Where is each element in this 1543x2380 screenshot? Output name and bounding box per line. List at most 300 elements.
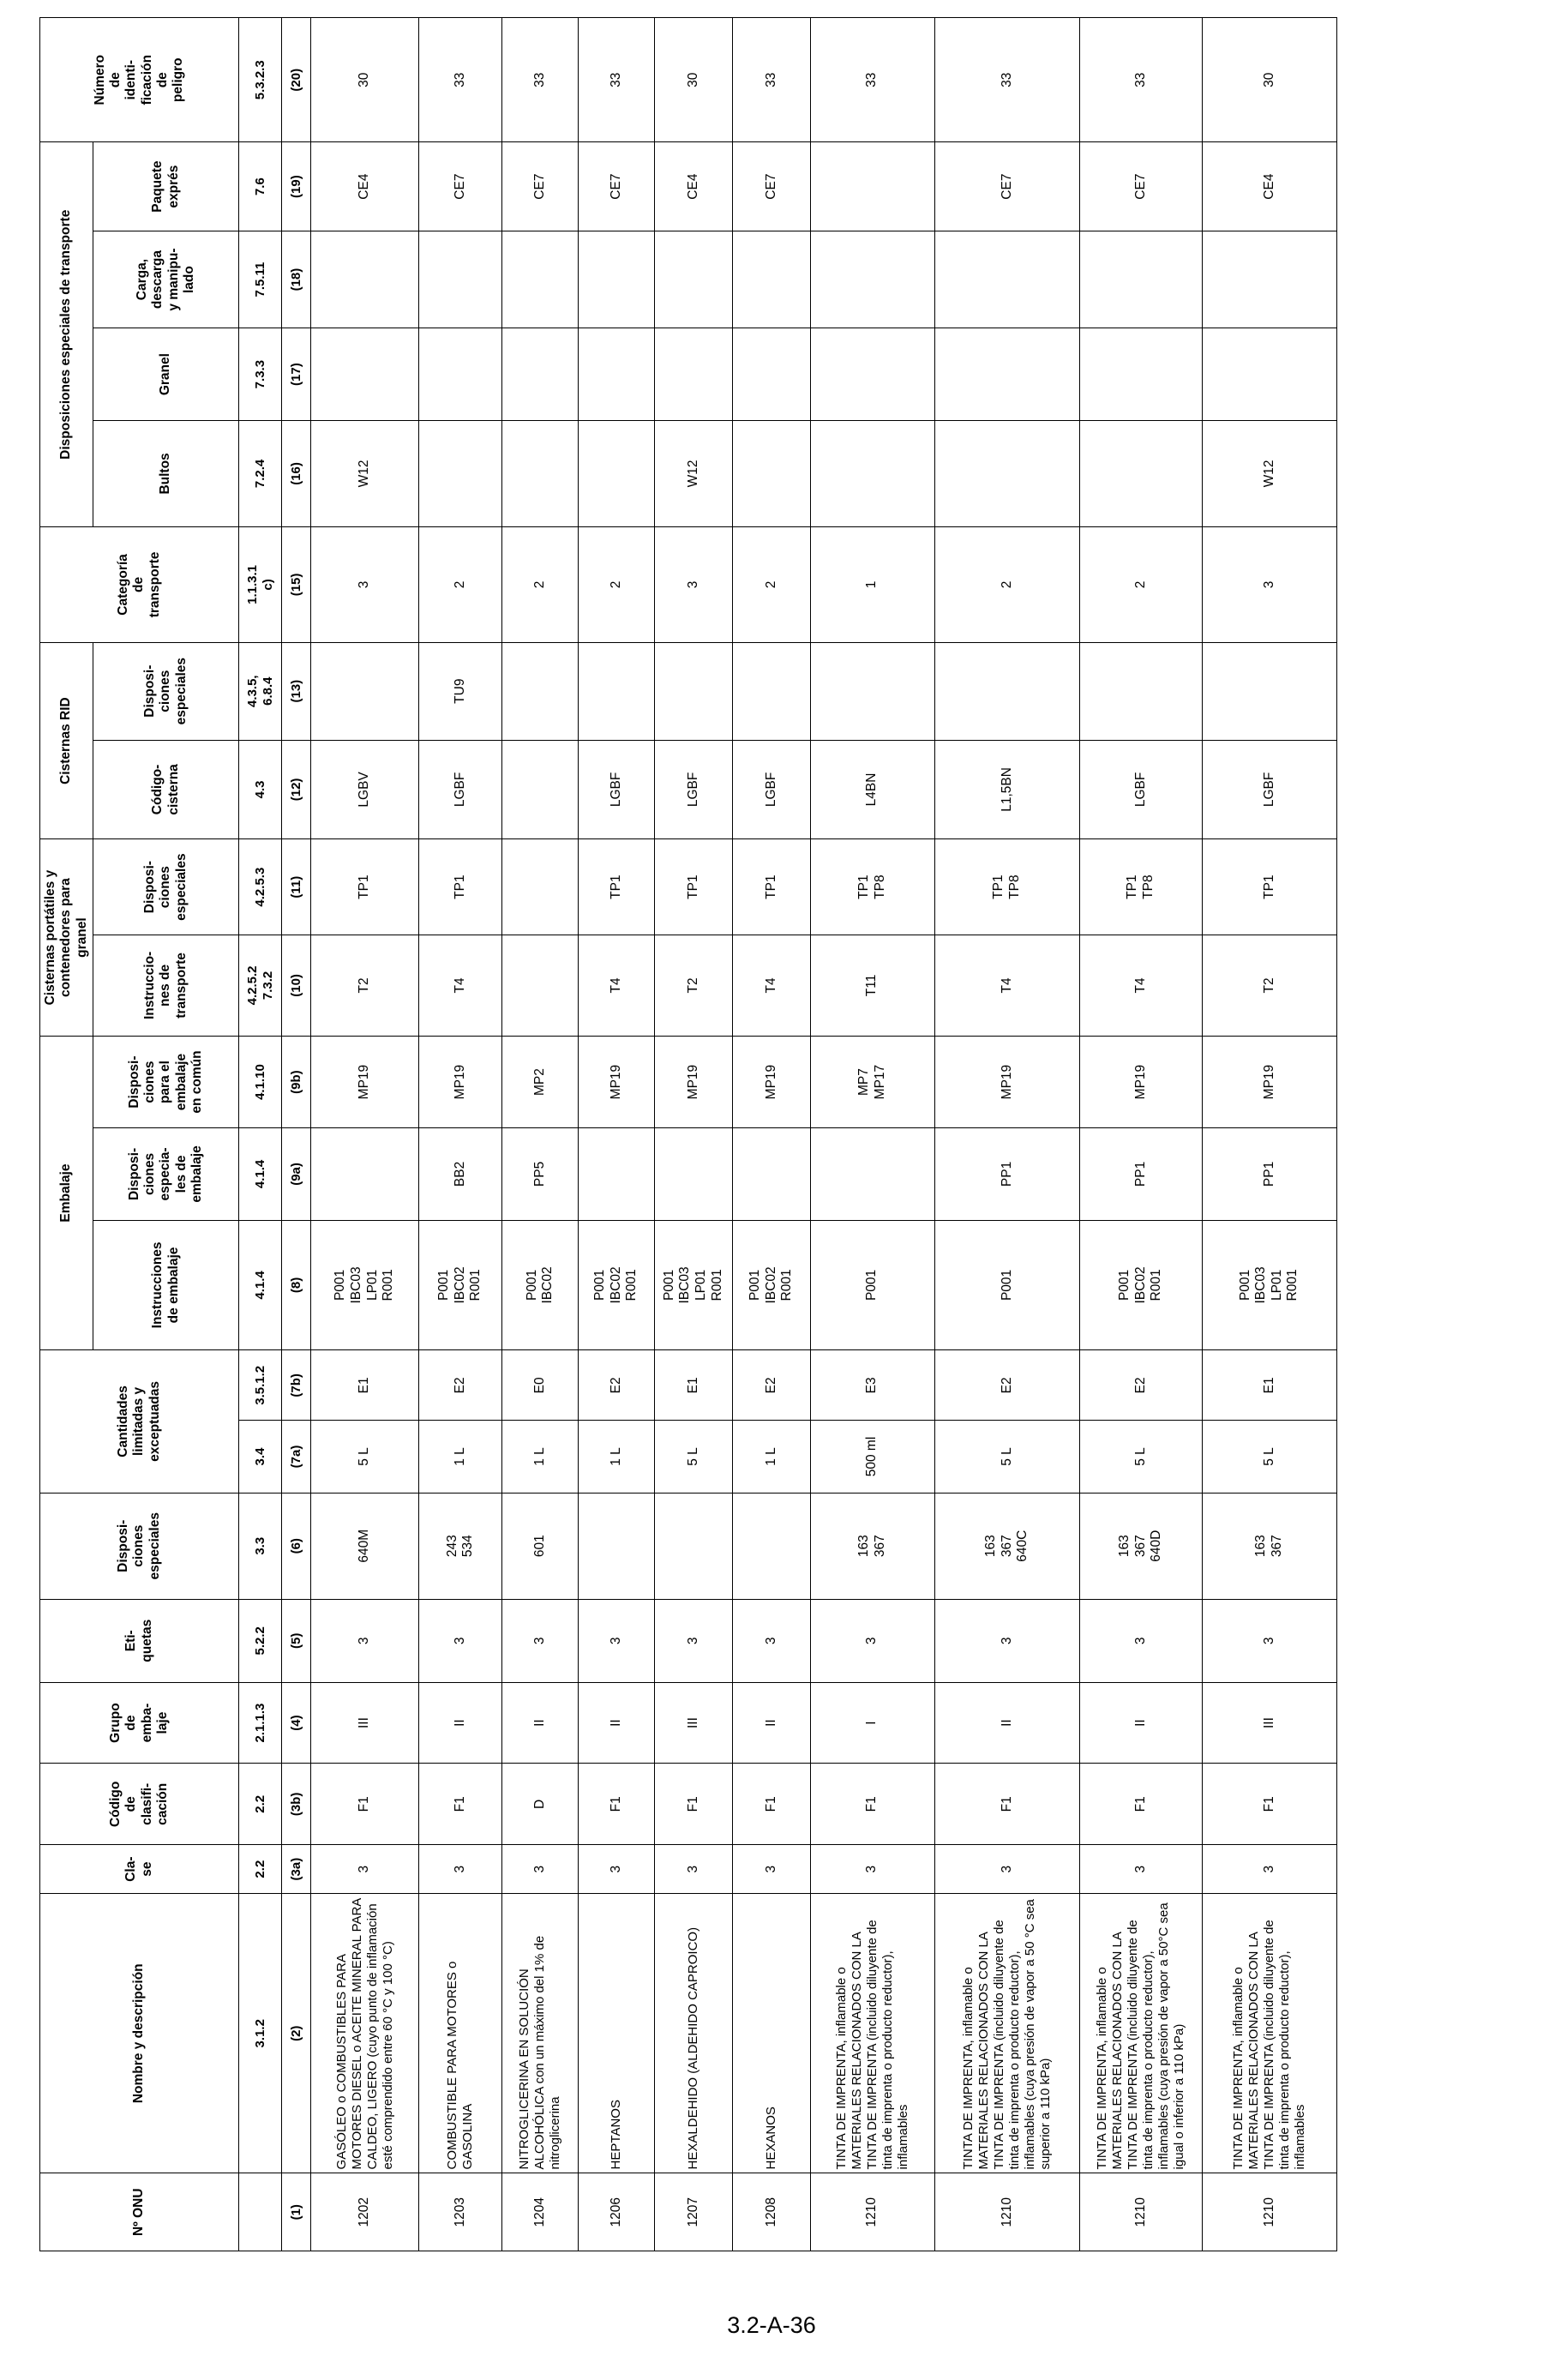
header-tank-special-provisions: Disposi- ciones especiales — [93, 839, 239, 935]
class-cell: 3 — [502, 1845, 579, 1894]
express-cell — [810, 142, 934, 231]
labels-cell: 3 — [311, 1599, 419, 1682]
ref-cell — [239, 2173, 282, 2251]
tank-special-cell: TP1 TP8 — [1080, 839, 1203, 935]
excepted-qty-cell: E3 — [810, 1350, 934, 1421]
tank-code-cell: LGBF — [1202, 740, 1336, 839]
name-cell: HEPTANOS — [579, 1894, 655, 2173]
table-body — [311, 18, 1337, 2251]
col-number: (3b) — [282, 1764, 311, 1845]
class-cell: 3 — [1080, 1845, 1203, 1894]
packages-cell — [732, 420, 810, 526]
class-cell: 3 — [1202, 1845, 1336, 1894]
bulk-cell — [419, 328, 502, 420]
rid-special-cell — [1080, 642, 1203, 740]
col-number: (18) — [282, 231, 311, 328]
transport-category-cell: 2 — [934, 527, 1080, 643]
ref-cell: 4.1.10 — [239, 1036, 282, 1127]
rotated-page-area — [39, 17, 1337, 2251]
bulk-cell — [579, 328, 655, 420]
special-packing-cell — [732, 1128, 810, 1220]
col-number: (16) — [282, 420, 311, 526]
code-cell: D — [502, 1764, 579, 1845]
mixed-packing-cell: MP19 — [1080, 1036, 1203, 1127]
name-cell: GASÓLEO o COMBUSTIBLES PARA MOTORES DIESEL o ACEITE MINERAL PARA CALDEO, LIGERO (cuyo punto de inflamación esté comprendido entre 60 °C y 100 °C) — [311, 1894, 419, 2173]
loading-cell — [579, 231, 655, 328]
code-cell: F1 — [655, 1764, 733, 1845]
col-number: (13) — [282, 642, 311, 740]
ref-cell: 3.3 — [239, 1493, 282, 1599]
express-cell: CE7 — [419, 142, 502, 231]
mixed-packing-cell: MP19 — [1202, 1036, 1336, 1127]
ref-cell: 4.3 — [239, 740, 282, 839]
packing-instructions-cell: P001 — [934, 1220, 1080, 1350]
tank-code-cell: LGBF — [419, 740, 502, 839]
special-provisions-cell: 640M — [311, 1493, 419, 1599]
table-row — [934, 18, 1080, 2251]
col-number: (7a) — [282, 1421, 311, 1493]
bulk-cell — [810, 328, 934, 420]
packing-group-cell: II — [579, 1682, 655, 1764]
code-cell: F1 — [311, 1764, 419, 1845]
hazard-number-cell: 30 — [1202, 18, 1336, 142]
excepted-qty-cell: E2 — [1080, 1350, 1203, 1421]
col-number: (5) — [282, 1599, 311, 1682]
col-number: (19) — [282, 142, 311, 231]
loading-cell — [1080, 231, 1203, 328]
class-cell: 3 — [934, 1845, 1080, 1894]
packing-group-cell: II — [502, 1682, 579, 1764]
express-cell: CE7 — [1080, 142, 1203, 231]
tank-special-cell — [502, 839, 579, 935]
header-packaging: Embalaje — [40, 1036, 93, 1349]
col-number: (3a) — [282, 1845, 311, 1894]
tank-instruction-cell: T4 — [732, 935, 810, 1036]
express-cell: CE7 — [934, 142, 1080, 231]
special-packing-cell: PP5 — [502, 1128, 579, 1220]
table-row — [502, 18, 579, 2251]
limited-qty-cell: 1 L — [579, 1421, 655, 1493]
packing-instructions-cell: P001 IBC03 LP01 R001 — [311, 1220, 419, 1350]
name-cell: NITROGLICERINA EN SOLUCIÓN ALCOHÓLICA con un máximo del 1% de nitroglicerina — [502, 1894, 579, 2173]
header-packing-instructions: Instrucciones de embalaje — [93, 1220, 239, 1350]
bulk-cell — [934, 328, 1080, 420]
header-packages: Bultos — [93, 420, 239, 526]
limited-qty-cell: 5 L — [934, 1421, 1080, 1493]
col-number: (17) — [282, 328, 311, 420]
limited-qty-cell: 1 L — [419, 1421, 502, 1493]
un-cell: 1204 — [502, 2173, 579, 2251]
transport-category-cell: 2 — [1080, 527, 1203, 643]
page-number: 3.2-A-36 — [727, 2312, 816, 2338]
header-mixed-packing-provisions: Disposi- ciones para el embalaje en común — [93, 1036, 239, 1127]
special-packing-cell: PP1 — [934, 1128, 1080, 1220]
un-cell: 1210 — [1080, 2173, 1203, 2251]
hazard-number-cell: 33 — [579, 18, 655, 142]
loading-cell — [810, 231, 934, 328]
limited-qty-cell: 1 L — [732, 1421, 810, 1493]
packing-instructions-cell: P001 — [810, 1220, 934, 1350]
table-row — [732, 18, 810, 2251]
hazard-number-cell: 33 — [502, 18, 579, 142]
header-classification-code: Código de clasifi- cación — [40, 1764, 239, 1845]
mixed-packing-cell: MP19 — [732, 1036, 810, 1127]
transport-category-cell: 2 — [502, 527, 579, 643]
hazard-number-cell: 33 — [810, 18, 934, 142]
header-special-packing-provisions: Disposi- ciones especia- les de embalaje — [93, 1128, 239, 1220]
transport-category-cell: 1 — [810, 527, 934, 643]
packing-instructions-cell: P001 IBC02 R001 — [579, 1220, 655, 1350]
rid-special-cell — [502, 642, 579, 740]
packages-cell: W12 — [1202, 420, 1336, 526]
loading-cell — [732, 231, 810, 328]
ref-cell: 2.2 — [239, 1764, 282, 1845]
class-cell: 3 — [655, 1845, 733, 1894]
labels-cell: 3 — [1080, 1599, 1203, 1682]
hazard-number-cell: 33 — [934, 18, 1080, 142]
special-provisions-cell: 243 534 — [419, 1493, 502, 1599]
un-cell: 1206 — [579, 2173, 655, 2251]
ref-cell: 4.1.4 — [239, 1128, 282, 1220]
special-provisions-cell — [732, 1493, 810, 1599]
packing-group-cell: II — [1080, 1682, 1203, 1764]
header-transport-provisions: Disposiciones especiales de transporte — [40, 142, 93, 527]
limited-qty-cell: 500 ml — [810, 1421, 934, 1493]
tank-instruction-cell — [502, 935, 579, 1036]
ref-cell: 1.1.3.1 c) — [239, 527, 282, 643]
col-number: (6) — [282, 1493, 311, 1599]
labels-cell: 3 — [579, 1599, 655, 1682]
tank-special-cell: TP1 TP8 — [810, 839, 934, 935]
packing-group-cell: III — [1202, 1682, 1336, 1764]
tank-code-cell: LGBV — [311, 740, 419, 839]
class-cell: 3 — [311, 1845, 419, 1894]
hazard-number-cell: 33 — [419, 18, 502, 142]
bulk-cell — [502, 328, 579, 420]
un-cell: 1210 — [810, 2173, 934, 2251]
loading-cell — [502, 231, 579, 328]
express-cell: CE7 — [732, 142, 810, 231]
col-number: (7b) — [282, 1350, 311, 1421]
bulk-cell — [1202, 328, 1336, 420]
excepted-qty-cell: E2 — [419, 1350, 502, 1421]
name-cell: TINTA DE IMPRENTA, inflamable o MATERIALES RELACIONADOS CON LA TINTA DE IMPRENTA (incluido diluyente de tinta de imprenta o producto reductor), inflamables — [1202, 1894, 1336, 2173]
table-row — [311, 18, 419, 2251]
rid-special-cell — [732, 642, 810, 740]
packing-instructions-cell: P001 IBC02 R001 — [1080, 1220, 1203, 1350]
code-cell: F1 — [934, 1764, 1080, 1845]
header-un-number: Nº ONU — [40, 2173, 239, 2251]
excepted-qty-cell: E1 — [655, 1350, 733, 1421]
packing-group-cell: III — [311, 1682, 419, 1764]
ref-cell: 7.2.4 — [239, 420, 282, 526]
transport-category-cell: 3 — [311, 527, 419, 643]
tank-special-cell: TP1 — [655, 839, 733, 935]
packages-cell — [810, 420, 934, 526]
packages-cell: W12 — [311, 420, 419, 526]
mixed-packing-cell: MP2 — [502, 1036, 579, 1127]
packing-group-cell: II — [419, 1682, 502, 1764]
code-cell: F1 — [810, 1764, 934, 1845]
header-tank-code: Código- cisterna — [93, 740, 239, 839]
col-number: (10) — [282, 935, 311, 1036]
hazard-number-cell: 33 — [1080, 18, 1203, 142]
labels-cell: 3 — [502, 1599, 579, 1682]
un-cell: 1210 — [934, 2173, 1080, 2251]
name-cell: TINTA DE IMPRENTA, inflamable o MATERIALES RELACIONADOS CON LA TINTA DE IMPRENTA (incluido diluyente de tinta de imprenta o producto reductor), inflamables — [810, 1894, 934, 2173]
tank-special-cell: TP1 — [579, 839, 655, 935]
code-cell: F1 — [1080, 1764, 1203, 1845]
header-labels: Eti- quetas — [40, 1599, 239, 1682]
tank-code-cell: LGBF — [655, 740, 733, 839]
bulk-cell — [732, 328, 810, 420]
special-packing-cell — [311, 1128, 419, 1220]
col-number: (12) — [282, 740, 311, 839]
code-cell: F1 — [1202, 1764, 1336, 1845]
header-limited-quantities: Cantidades limitadas y exceptuadas — [40, 1350, 239, 1493]
special-packing-cell: PP1 — [1080, 1128, 1203, 1220]
excepted-qty-cell: E1 — [311, 1350, 419, 1421]
loading-cell — [311, 231, 419, 328]
packages-cell — [934, 420, 1080, 526]
packing-group-cell: III — [655, 1682, 733, 1764]
hazard-number-cell: 33 — [732, 18, 810, 142]
transport-category-cell: 2 — [579, 527, 655, 643]
mixed-packing-cell: MP19 — [579, 1036, 655, 1127]
header-loading: Carga, descarga y manipu- lado — [93, 231, 239, 328]
special-provisions-cell: 601 — [502, 1493, 579, 1599]
packages-cell — [502, 420, 579, 526]
rid-special-cell — [1202, 642, 1336, 740]
special-packing-cell: PP1 — [1202, 1128, 1336, 1220]
col-number: (20) — [282, 18, 311, 142]
ref-cell: 3.4 — [239, 1421, 282, 1493]
ref-cell: 3.5.1.2 — [239, 1350, 282, 1421]
un-cell: 1208 — [732, 2173, 810, 2251]
packing-group-cell: II — [732, 1682, 810, 1764]
mixed-packing-cell: MP19 — [419, 1036, 502, 1127]
class-cell: 3 — [579, 1845, 655, 1894]
special-provisions-cell: 163 367 640C — [934, 1493, 1080, 1599]
name-cell: COMBUSTIBLE PARA MOTORES o GASOLINA — [419, 1894, 502, 2173]
tank-special-cell: TP1 TP8 — [934, 839, 1080, 935]
loading-cell — [419, 231, 502, 328]
special-packing-cell — [810, 1128, 934, 1220]
packages-cell: W12 — [655, 420, 733, 526]
ref-cell: 2.1.1.3 — [239, 1682, 282, 1764]
tank-instruction-cell: T4 — [934, 935, 1080, 1036]
mixed-packing-cell: MP19 — [655, 1036, 733, 1127]
loading-cell — [1202, 231, 1336, 328]
special-provisions-cell: 163 367 — [810, 1493, 934, 1599]
rid-special-cell — [934, 642, 1080, 740]
special-packing-cell — [579, 1128, 655, 1220]
ref-cell: 7.6 — [239, 142, 282, 231]
col-number: (9a) — [282, 1128, 311, 1220]
bulk-cell — [655, 328, 733, 420]
ref-cell: 4.2.5.3 — [239, 839, 282, 935]
bulk-cell — [311, 328, 419, 420]
header-name: Nombre y descripción — [40, 1894, 239, 2173]
un-cell: 1207 — [655, 2173, 733, 2251]
labels-cell: 3 — [419, 1599, 502, 1682]
tank-special-cell: TP1 — [311, 839, 419, 935]
labels-cell: 3 — [1202, 1599, 1336, 1682]
labels-cell: 3 — [655, 1599, 733, 1682]
tank-instruction-cell: T4 — [419, 935, 502, 1036]
ref-cell: 4.2.5.2 7.3.2 — [239, 935, 282, 1036]
name-cell: HEXALDEHIDO (ALDEHIDO CAPROICO) — [655, 1894, 733, 2173]
un-cell: 1202 — [311, 2173, 419, 2251]
special-provisions-cell — [579, 1493, 655, 1599]
limited-qty-cell: 5 L — [655, 1421, 733, 1493]
special-provisions-cell — [655, 1493, 733, 1599]
header-class: Cla- se — [40, 1845, 239, 1894]
tank-special-cell: TP1 — [732, 839, 810, 935]
col-number: (1) — [282, 2173, 311, 2251]
header-transport-category: Categoría de transporte — [40, 527, 239, 643]
packages-cell — [1080, 420, 1203, 526]
col-number: (8) — [282, 1220, 311, 1350]
class-cell: 3 — [810, 1845, 934, 1894]
packing-group-cell: I — [810, 1682, 934, 1764]
labels-cell: 3 — [810, 1599, 934, 1682]
ref-cell: 5.2.2 — [239, 1599, 282, 1682]
excepted-qty-cell: E2 — [934, 1350, 1080, 1421]
excepted-qty-cell: E2 — [579, 1350, 655, 1421]
limited-qty-cell: 5 L — [1202, 1421, 1336, 1493]
header-row-groups — [40, 18, 93, 2251]
table-row — [1202, 18, 1336, 2251]
bulk-cell — [1080, 328, 1203, 420]
tank-special-cell: TP1 — [419, 839, 502, 935]
hazard-number-cell: 30 — [655, 18, 733, 142]
packing-instructions-cell: P001 IBC02 R001 — [419, 1220, 502, 1350]
table-row — [579, 18, 655, 2251]
tank-code-cell: L1,5BN — [934, 740, 1080, 839]
mixed-packing-cell: MP19 — [311, 1036, 419, 1127]
packing-group-cell: II — [934, 1682, 1080, 1764]
un-cell: 1203 — [419, 2173, 502, 2251]
tank-instruction-cell: T2 — [311, 935, 419, 1036]
col-number: (15) — [282, 527, 311, 643]
class-cell: 3 — [732, 1845, 810, 1894]
transport-category-cell: 2 — [419, 527, 502, 643]
express-cell: CE7 — [502, 142, 579, 231]
tank-instruction-cell: T11 — [810, 935, 934, 1036]
header-packing-group: Grupo de emba- laje — [40, 1682, 239, 1764]
ref-cell: 7.3.3 — [239, 328, 282, 420]
reference-row — [239, 18, 282, 2251]
code-cell: F1 — [579, 1764, 655, 1845]
header-express: Paquete exprés — [93, 142, 239, 231]
ref-cell: 3.1.2 — [239, 1894, 282, 2173]
table-row — [419, 18, 502, 2251]
limited-qty-cell: 5 L — [311, 1421, 419, 1493]
special-packing-cell: BB2 — [419, 1128, 502, 1220]
mixed-packing-cell: MP7 MP17 — [810, 1036, 934, 1127]
ref-cell: 4.3.5, 6.8.4 — [239, 642, 282, 740]
ref-cell: 7.5.11 — [239, 231, 282, 328]
special-provisions-cell: 163 367 — [1202, 1493, 1336, 1599]
transport-category-cell: 3 — [1202, 527, 1336, 643]
hazard-number-cell: 30 — [311, 18, 419, 142]
ref-cell: 4.1.4 — [239, 1220, 282, 1350]
express-cell: CE4 — [655, 142, 733, 231]
express-cell: CE4 — [311, 142, 419, 231]
tank-instruction-cell: T4 — [579, 935, 655, 1036]
column-number-row — [282, 18, 311, 2251]
tank-instruction-cell: T2 — [655, 935, 733, 1036]
col-number: (4) — [282, 1682, 311, 1764]
table-row — [1080, 18, 1203, 2251]
packing-instructions-cell: P001 IBC03 LP01 R001 — [655, 1220, 733, 1350]
rid-special-cell — [810, 642, 934, 740]
labels-cell: 3 — [732, 1599, 810, 1682]
code-cell: F1 — [732, 1764, 810, 1845]
excepted-qty-cell: E1 — [1202, 1350, 1336, 1421]
tank-instruction-cell: T4 — [1080, 935, 1203, 1036]
name-cell: TINTA DE IMPRENTA, inflamable o MATERIALES RELACIONADOS CON LA TINTA DE IMPRENTA (incluido diluyente de tinta de imprenta o producto reductor), inflamables (cuya presión de vapor a 50°C sea igual o inferior a 110 kPa) — [1080, 1894, 1203, 2173]
dangerous-goods-table — [39, 17, 1337, 2251]
rid-special-cell: TU9 — [419, 642, 502, 740]
ref-cell: 5.3.2.3 — [239, 18, 282, 142]
code-cell: F1 — [419, 1764, 502, 1845]
limited-qty-cell: 5 L — [1080, 1421, 1203, 1493]
mixed-packing-cell: MP19 — [934, 1036, 1080, 1127]
packages-cell — [419, 420, 502, 526]
header-tank-instructions: Instruccio- nes de transporte — [93, 935, 239, 1036]
special-packing-cell — [655, 1128, 733, 1220]
labels-cell: 3 — [934, 1599, 1080, 1682]
excepted-qty-cell: E2 — [732, 1350, 810, 1421]
loading-cell — [655, 231, 733, 328]
ref-cell: 2.2 — [239, 1845, 282, 1894]
header-hazard-number: Número de identi- ficación de peligro — [40, 18, 239, 142]
table-row — [655, 18, 733, 2251]
transport-category-cell: 3 — [655, 527, 733, 643]
col-number: (11) — [282, 839, 311, 935]
express-cell: CE7 — [579, 142, 655, 231]
rid-special-cell — [655, 642, 733, 740]
tank-special-cell: TP1 — [1202, 839, 1336, 935]
rid-special-cell — [579, 642, 655, 740]
transport-category-cell: 2 — [732, 527, 810, 643]
loading-cell — [934, 231, 1080, 328]
header-special-provisions: Disposi- ciones especiales — [40, 1493, 239, 1599]
express-cell: CE4 — [1202, 142, 1336, 231]
tank-code-cell: LGBF — [1080, 740, 1203, 839]
rid-special-cell — [311, 642, 419, 740]
packing-instructions-cell: P001 IBC02 R001 — [732, 1220, 810, 1350]
header-rid-tanks: Cisternas RID — [40, 642, 93, 839]
excepted-qty-cell: E0 — [502, 1350, 579, 1421]
un-cell: 1210 — [1202, 2173, 1336, 2251]
packing-instructions-cell: P001 IBC03 LP01 R001 — [1202, 1220, 1336, 1350]
limited-qty-cell: 1 L — [502, 1421, 579, 1493]
header-bulk: Granel — [93, 328, 239, 420]
tank-code-cell — [502, 740, 579, 839]
class-cell: 3 — [419, 1845, 502, 1894]
header-portable-tanks: Cisternas portátiles y contenedores para granel — [40, 839, 93, 1037]
tank-code-cell: LGBF — [732, 740, 810, 839]
header-rid-special-provisions: Disposi- ciones especiales — [93, 642, 239, 740]
tank-code-cell: L4BN — [810, 740, 934, 839]
tank-instruction-cell: T2 — [1202, 935, 1336, 1036]
packing-instructions-cell: P001 IBC02 — [502, 1220, 579, 1350]
name-cell: HEXANOS — [732, 1894, 810, 2173]
special-provisions-cell: 163 367 640D — [1080, 1493, 1203, 1599]
